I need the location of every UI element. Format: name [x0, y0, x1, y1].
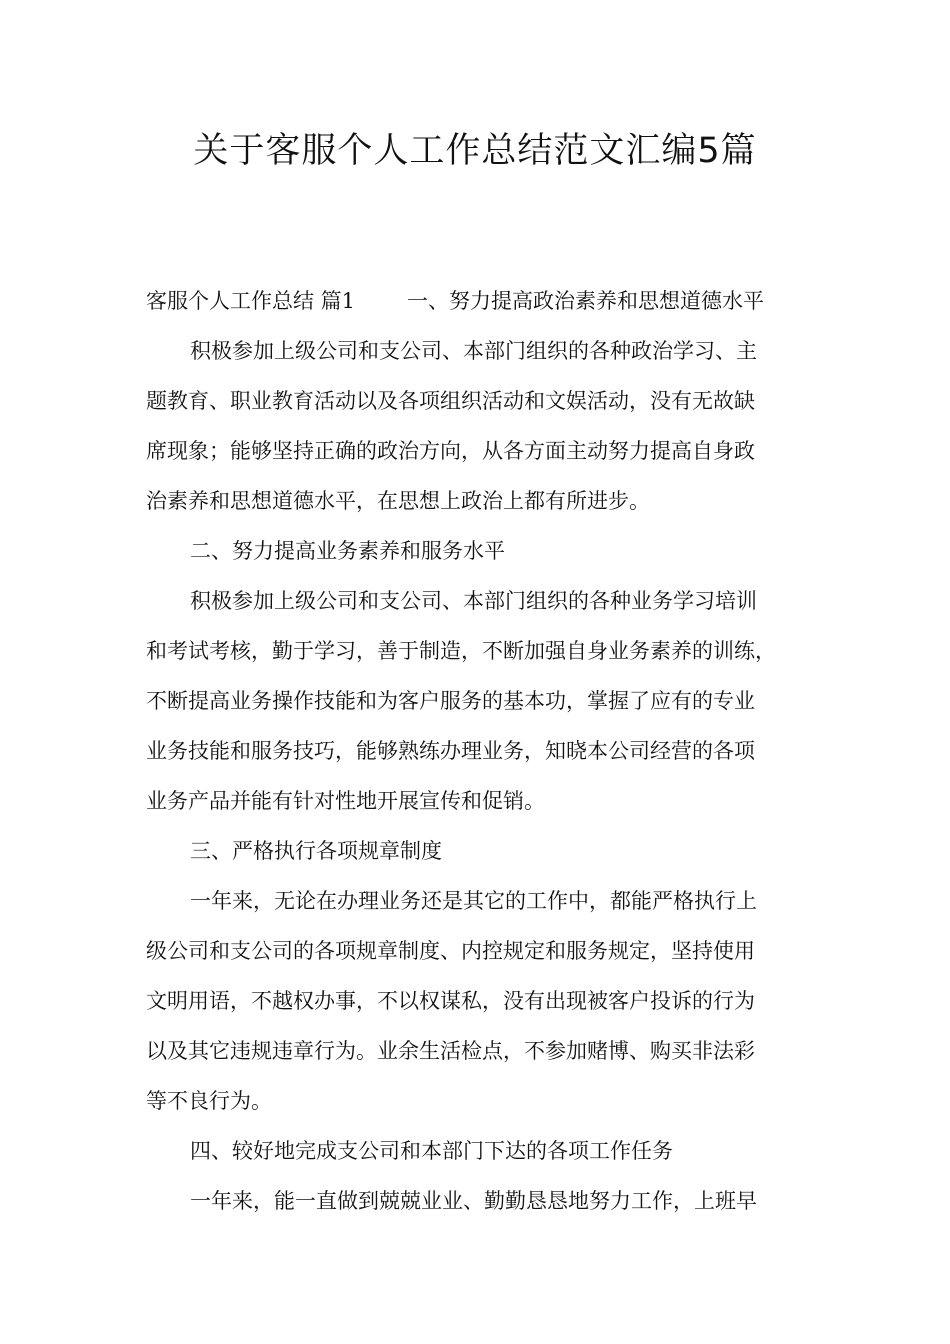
text-line: 席现象；能够坚持正确的政治方向，从各方面主动努力提高自身政: [146, 439, 755, 463]
section-label: 客服个人工作总结 篇1: [146, 289, 356, 313]
document-title: 关于客服个人工作总结范文汇编5篇: [193, 131, 757, 171]
text-line: 业务产品并能有针对性地开展宣传和促销。: [146, 789, 545, 813]
text-line: 四、较好地完成支公司和本部门下达的各项工作任务: [190, 1139, 673, 1163]
text-line: 文明用语，不越权办事，不以权谋私，没有出现被客户投诉的行为: [146, 989, 755, 1013]
text-line: 题教育、职业教育活动以及各项组织活动和文娱活动，没有无故缺: [146, 389, 755, 413]
text-line: 二、努力提高业务素养和服务水平: [190, 539, 505, 563]
document-body: [146, 276, 806, 1226]
text-line: 积极参加上级公司和支公司、本部门组织的各种政治学习、主: [190, 339, 757, 363]
text-line: 积极参加上级公司和支公司、本部门组织的各种业务学习培训: [190, 589, 757, 613]
text-line: 治素养和思想道德水平，在思想上政治上都有所进步。: [146, 489, 650, 513]
text-line: 业务技能和服务技巧，能够熟练办理业务，知晓本公司经营的各项: [146, 739, 755, 763]
text-line: 等不良行为。: [146, 1089, 272, 1113]
first-line: [146, 276, 806, 326]
text-line: 以及其它违规违章行为。业余生活检点，不参加赌博、购买非法彩: [146, 1039, 755, 1063]
text-line: 和考试考核，勤于学习，善于制造，不断加强自身业务素养的训练，: [146, 639, 776, 663]
text-line: 一年来，无论在办理业务还是其它的工作中，都能严格执行上: [190, 889, 757, 913]
section-heading: 一、努力提高政治素养和思想道德水平: [407, 289, 765, 313]
text-line: 一年来，能一直做到兢兢业业、勤勤恳恳地努力工作，上班早: [190, 1189, 757, 1213]
text-line: 级公司和支公司的各项规章制度、内控规定和服务规定，坚持使用: [146, 939, 755, 963]
text-line: 三、严格执行各项规章制度: [190, 839, 442, 863]
paragraph-lines: [146, 326, 806, 1226]
text-line: 不断提高业务操作技能和为客户服务的基本功，掌握了应有的专业: [146, 689, 755, 713]
